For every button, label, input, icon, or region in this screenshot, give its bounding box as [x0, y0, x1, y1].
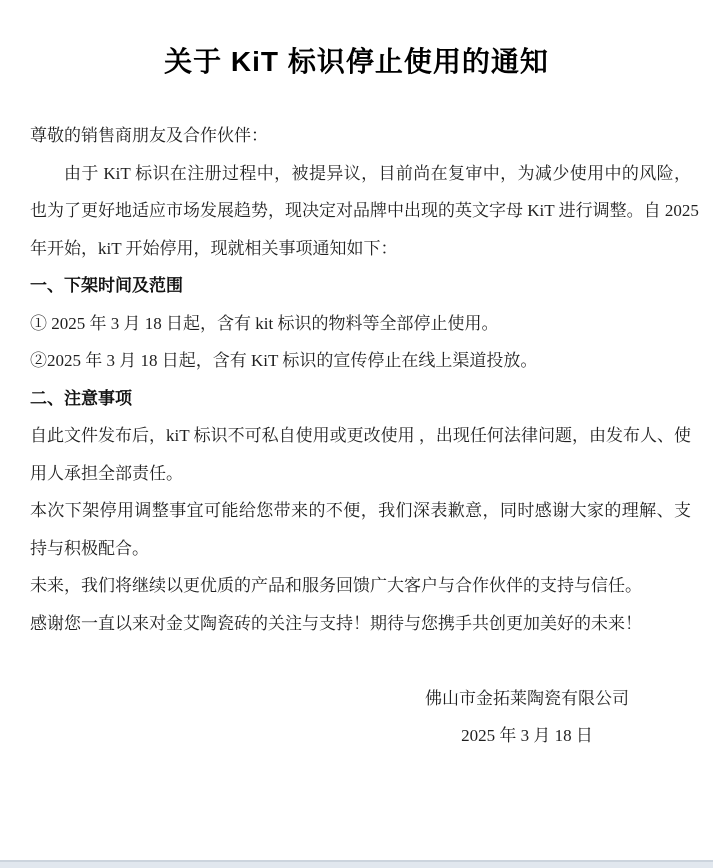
list-item-2: ②2025 年 3 月 18 日起，含有 KiT 标识的宣传停止在线上渠道投放。: [30, 351, 538, 370]
notice-title: 关于 KiT 标识停止使用的通知: [164, 46, 549, 77]
signature-block: [377, 680, 677, 755]
body-line: 用人承担全部责任。: [30, 463, 183, 483]
window-bottom-edge: [0, 860, 713, 868]
body-line: 感谢您一直以来对金艾陶瓷砖的关注与支持！期待与您携手共创更加美好的未来！: [30, 613, 642, 633]
notice-body: [30, 117, 699, 755]
body-line: 未来，我们将继续以更优质的产品和服务回馈广大客户与合作伙伴的支持与信任。: [30, 576, 642, 595]
notice-date: 2025 年 3 月 18 日: [461, 726, 593, 745]
section-heading-2: 二、注意事项: [30, 388, 132, 408]
company-name: 佛山市金拓莱陶瓷有限公司: [425, 688, 629, 708]
body-line: 年开始，kiT 开始停用，现就相关事项通知如下：: [30, 238, 398, 258]
body-line: 自此文件发布后，kiT 标识不可私自使用或更改使用 ，出现任何法律问题，由发布人、使: [30, 426, 691, 445]
body-line: 本次下架停用调整事宜可能给您带来的不便，我们深表歉意，同时感谢大家的理解、支: [30, 501, 691, 520]
section-heading-1: 一、下架时间及范围: [30, 276, 183, 295]
list-item-1: ① 2025 年 3 月 18 日起，含有 kit 标识的物料等全部停止使用。: [30, 313, 499, 333]
body-line: 也为了更好地适应市场发展趋势，现决定对品牌中出现的英文字母 KiT 进行调整。自 2025: [30, 201, 699, 220]
body-line: 持与积极配合。: [30, 538, 149, 558]
salutation: 尊敬的销售商朋友及合作伙伴：: [30, 126, 268, 145]
body-line: 由于 KiT 标识在注册过程中，被提异议，目前尚在复审中，为减少使用中的风险，: [64, 163, 691, 183]
